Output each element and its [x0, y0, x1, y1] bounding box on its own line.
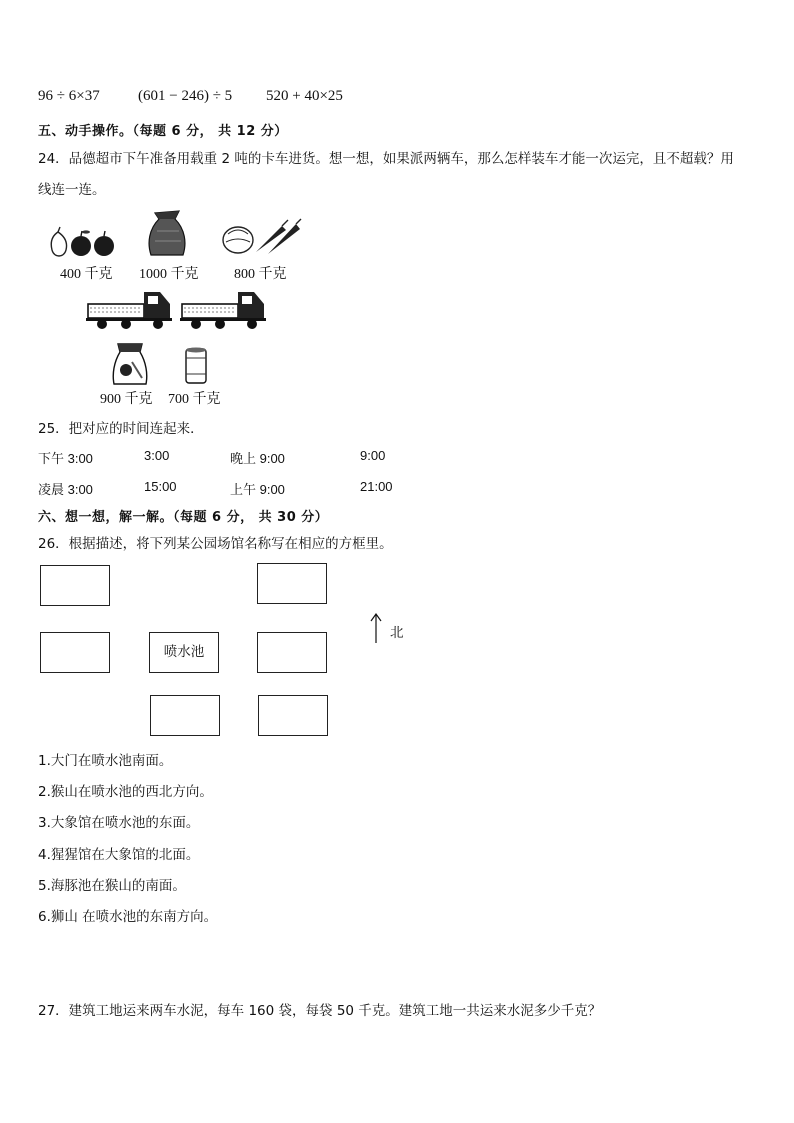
answer-box-west[interactable]: [40, 632, 110, 673]
fruit-icon: [46, 226, 120, 260]
truck-icon: [86, 288, 176, 330]
weight-label-700: 700 千克: [168, 392, 221, 407]
sack-icon: [147, 207, 189, 257]
clue-3: 3.大象馆在喷水池的东面。: [38, 815, 200, 831]
clue-4: 4.猩猩馆在大象馆的北面。: [38, 847, 200, 863]
q24-line2: 线连一连。: [38, 182, 106, 198]
answer-box-southeast[interactable]: [258, 695, 328, 736]
expression-3: 520 + 40×25: [266, 88, 343, 104]
fountain-label: 喷水池: [163, 644, 205, 660]
answer-box-south[interactable]: [150, 695, 220, 736]
expression-2: (601 − 246) ÷ 5: [138, 88, 233, 104]
fountain-box: [149, 632, 219, 673]
q24-line1: 24．品德超市下午准备用载重 2 吨的卡车进货。想一想，如果派两辆车，那么怎样装车才能一次运完，且不超载？用: [38, 151, 734, 167]
section-6-title: 六、想一想，解一解。（每题 6 分， 共 30 分）: [38, 510, 329, 525]
q25-title: 25．把对应的时间连起来．: [38, 421, 204, 437]
time-right-3: 上午 9:00: [230, 482, 285, 497]
bag-icon: [108, 342, 152, 386]
north-arrow-icon: [368, 613, 384, 645]
time-right-4: 21:00: [360, 479, 393, 494]
truck-icon: [180, 288, 270, 330]
clue-1: 1.大门在喷水池南面。: [38, 753, 173, 769]
answer-box-northwest[interactable]: [40, 565, 110, 606]
answer-box-east[interactable]: [257, 632, 327, 673]
q26-title: 26．根据描述，将下列某公园场馆名称写在相应的方框里。: [38, 536, 393, 552]
time-right-1: 晚上 9:00: [230, 451, 285, 466]
time-right-2: 9:00: [360, 448, 386, 463]
section-5-title: 五、动手操作。（每题 6 分， 共 12 分）: [38, 124, 288, 139]
clue-6: 6.狮山 在喷水池的东南方向。: [38, 909, 218, 925]
time-left-3: 凌晨 3:00: [38, 482, 93, 497]
time-left-2: 3:00: [144, 448, 170, 463]
weight-label-800: 800 千克: [234, 267, 287, 282]
time-left-1: 下午 3:00: [38, 451, 93, 466]
expression-1: 96 ÷ 6×37: [38, 88, 100, 104]
weight-label-400: 400 千克: [60, 267, 113, 282]
clue-5: 5.海豚池在猴山的南面。: [38, 878, 186, 894]
answer-box-northeast[interactable]: [257, 563, 327, 604]
clue-2: 2.猴山在喷水池的西北方向。: [38, 784, 213, 800]
q27-text: 27．建筑工地运来两车水泥，每车 160 袋，每袋 50 千克。建筑工地一共运来水泥多少千克？: [38, 1003, 602, 1019]
vegetables-icon: [220, 218, 302, 256]
north-label: 北: [390, 625, 404, 641]
weight-label-900: 900 千克: [100, 392, 153, 407]
barrel-icon: [183, 346, 209, 386]
time-left-4: 15:00: [144, 479, 177, 494]
weight-label-1000: 1000 千克: [139, 267, 199, 282]
